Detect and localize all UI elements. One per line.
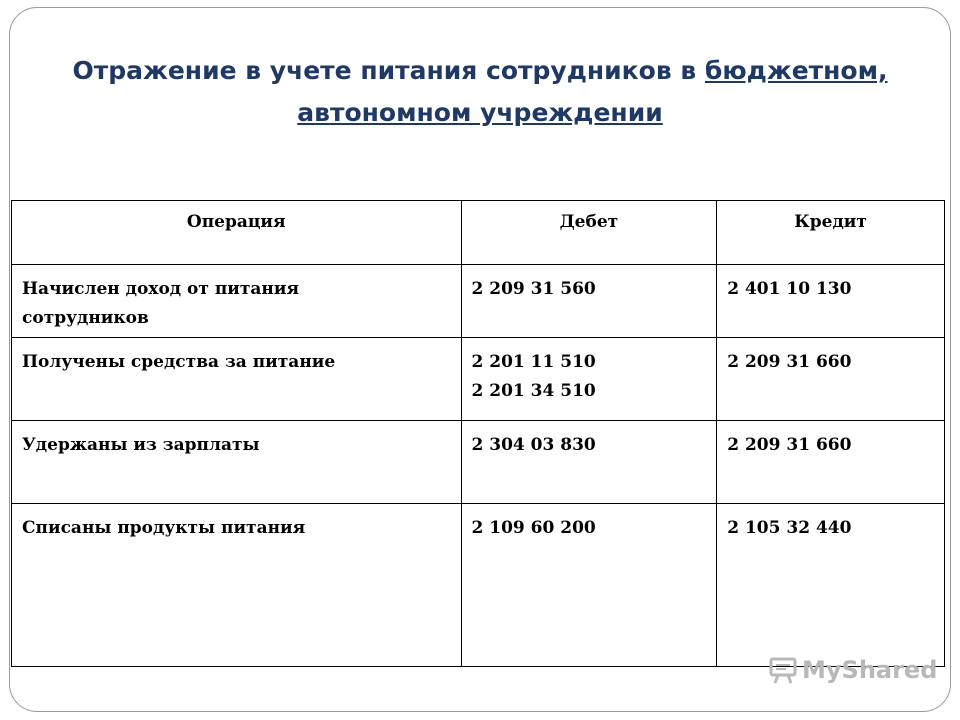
credit-account: 2 209 31 660 xyxy=(727,435,852,455)
cell-operation xyxy=(12,265,462,338)
title-underlined-1: бюджетном, xyxy=(704,56,888,85)
title-plain: Отражение в учете питания сотрудников в xyxy=(72,56,705,85)
table-row xyxy=(12,504,945,667)
cell-debit xyxy=(461,504,717,667)
cell-credit xyxy=(717,265,945,338)
debit-account: 2 201 11 510 xyxy=(471,352,596,372)
debit-account: 2 109 60 200 xyxy=(471,518,596,538)
debit-account: 2 304 03 830 xyxy=(471,435,596,455)
operation-text: Получены средства за питание xyxy=(22,352,336,372)
header-debit: Дебет xyxy=(461,201,717,265)
watermark-text: MyShared xyxy=(802,656,938,684)
cell-debit xyxy=(461,421,717,504)
cell-operation xyxy=(12,504,462,667)
slide-title xyxy=(20,50,940,134)
cell-credit xyxy=(717,421,945,504)
operation-text: Начислен доход от питания xyxy=(22,279,300,299)
operation-text: сотрудников xyxy=(22,308,149,328)
header-operation: Операция xyxy=(12,201,462,265)
presentation-board-icon xyxy=(768,655,798,685)
cell-debit xyxy=(461,338,717,421)
table-row xyxy=(12,338,945,421)
operation-text: Удержаны из зарплаты xyxy=(22,435,260,455)
operation-text: Списаны продукты питания xyxy=(22,518,306,538)
credit-account: 2 105 32 440 xyxy=(727,518,852,538)
title-underlined-2: автономном учреждении xyxy=(297,98,663,127)
cell-credit xyxy=(717,338,945,421)
accounting-table xyxy=(11,200,945,667)
debit-account: 2 209 31 560 xyxy=(471,279,596,299)
myshared-watermark xyxy=(768,655,937,685)
cell-operation xyxy=(12,338,462,421)
credit-account: 2 401 10 130 xyxy=(727,279,852,299)
table-row xyxy=(12,265,945,338)
table-row xyxy=(12,421,945,504)
header-credit: Кредит xyxy=(717,201,945,265)
cell-debit xyxy=(461,265,717,338)
cell-operation xyxy=(12,421,462,504)
table-header-row xyxy=(12,201,945,265)
credit-account: 2 209 31 660 xyxy=(727,352,852,372)
debit-account: 2 201 34 510 xyxy=(471,381,596,401)
cell-credit xyxy=(717,504,945,667)
